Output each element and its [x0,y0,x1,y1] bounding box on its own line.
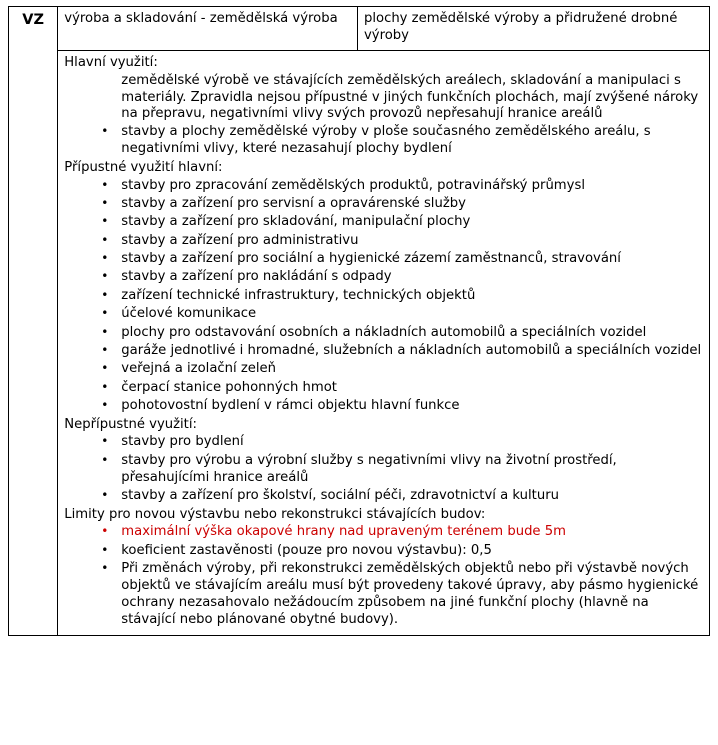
zone-name-cell: výroba a skladování - zemědělská výroba [58,7,358,51]
zoning-regulation-table [8,6,710,636]
section-heading: Nepřípustné využití: [64,416,197,432]
section-list [64,524,703,628]
list-item: • stavby a zařízení pro skladování, manipulační plochy [64,214,703,231]
list-item-highlighted: • maximální výška okapové hrany nad upraveným terénem bude 5m [64,524,703,541]
list-item: • koeficient zastavěnosti (pouze pro novou výstavbu): 0,5 [64,543,703,560]
table-header-row [9,7,710,51]
zone-description-cell: plochy zemědělské výroby a přidružené drobné výroby [357,7,709,51]
section-paragraph: zemědělské výrobě ve stávajících zemědělských areálech, skladování a manipulaci s materiály. Zpravidla nejsou přípustné v jiných funkčních plochách, mají zvýšené nároky na přepravu, negativními vlivy svých provozů nepřesahují hranice areálů [121,72,699,122]
list-item: • zařízení technické infrastruktury, technických objektů [64,288,703,305]
table-body-row [9,50,710,636]
list-item: • stavby pro bydlení [64,434,703,451]
list-item: • stavby a zařízení pro nakládání s odpady [64,269,703,286]
list-item: • stavby a zařízení pro administrativu [64,233,703,250]
section-list [64,434,703,505]
list-item: • garáže jednotlivé i hromadné, služebních a nákladních automobilů a speciálních vozidel [64,343,703,360]
list-item: • veřejná a izolační zeleň [64,361,703,378]
section-list [64,178,703,416]
list-item: • plochy pro odstavování osobních a nákladních automobilů a speciálních vozidel [64,325,703,342]
section-heading: Přípustné využití hlavní: [64,159,223,175]
list-item: • stavby a zařízení pro školství, sociální péči, zdravotnictví a kulturu [64,488,703,505]
list-item: • stavby a zařízení pro sociální a hygienické zázemí zaměstnanců, stravování [64,251,703,268]
section-heading: Limity pro novou výstavbu nebo rekonstrukci stávajících budov: [64,506,486,522]
list-item: • čerpací stanice pohonných hmot [64,380,703,397]
list-item: • Při změnách výroby, při rekonstrukci zemědělských objektů nebo při výstavbě nových objektů ve stávajícím areálu musí být provedeny takové úpravy, aby pásmo hygienické ochrany nezasahovalo nežádoucím způsobem na jiné funkční plochy (hlavně na stávající nebo plánované obytné budovy). [64,561,703,629]
list-item: • stavby pro zpracování zemědělských produktů, potravinářský průmysl [64,178,703,195]
list-item: • stavby a plochy zemědělské výroby v ploše současného zemědělského areálu, s negativními vlivy, které nezasahují plochy bydlení [64,124,703,158]
section-list [64,124,703,158]
zone-code-cell: VZ [9,7,58,636]
list-item: • stavby pro výrobu a výrobní služby s negativními vlivy na životní prostředí, přesahujícími hranice areálů [64,453,703,487]
section-heading: Hlavní využití: [64,54,158,70]
list-item: • účelové komunikace [64,306,703,323]
list-item: • stavby a zařízení pro servisní a opravárenské služby [64,196,703,213]
zone-regulations-cell [58,50,710,636]
list-item: • pohotovostní bydlení v rámci objektu hlavní funkce [64,398,703,415]
